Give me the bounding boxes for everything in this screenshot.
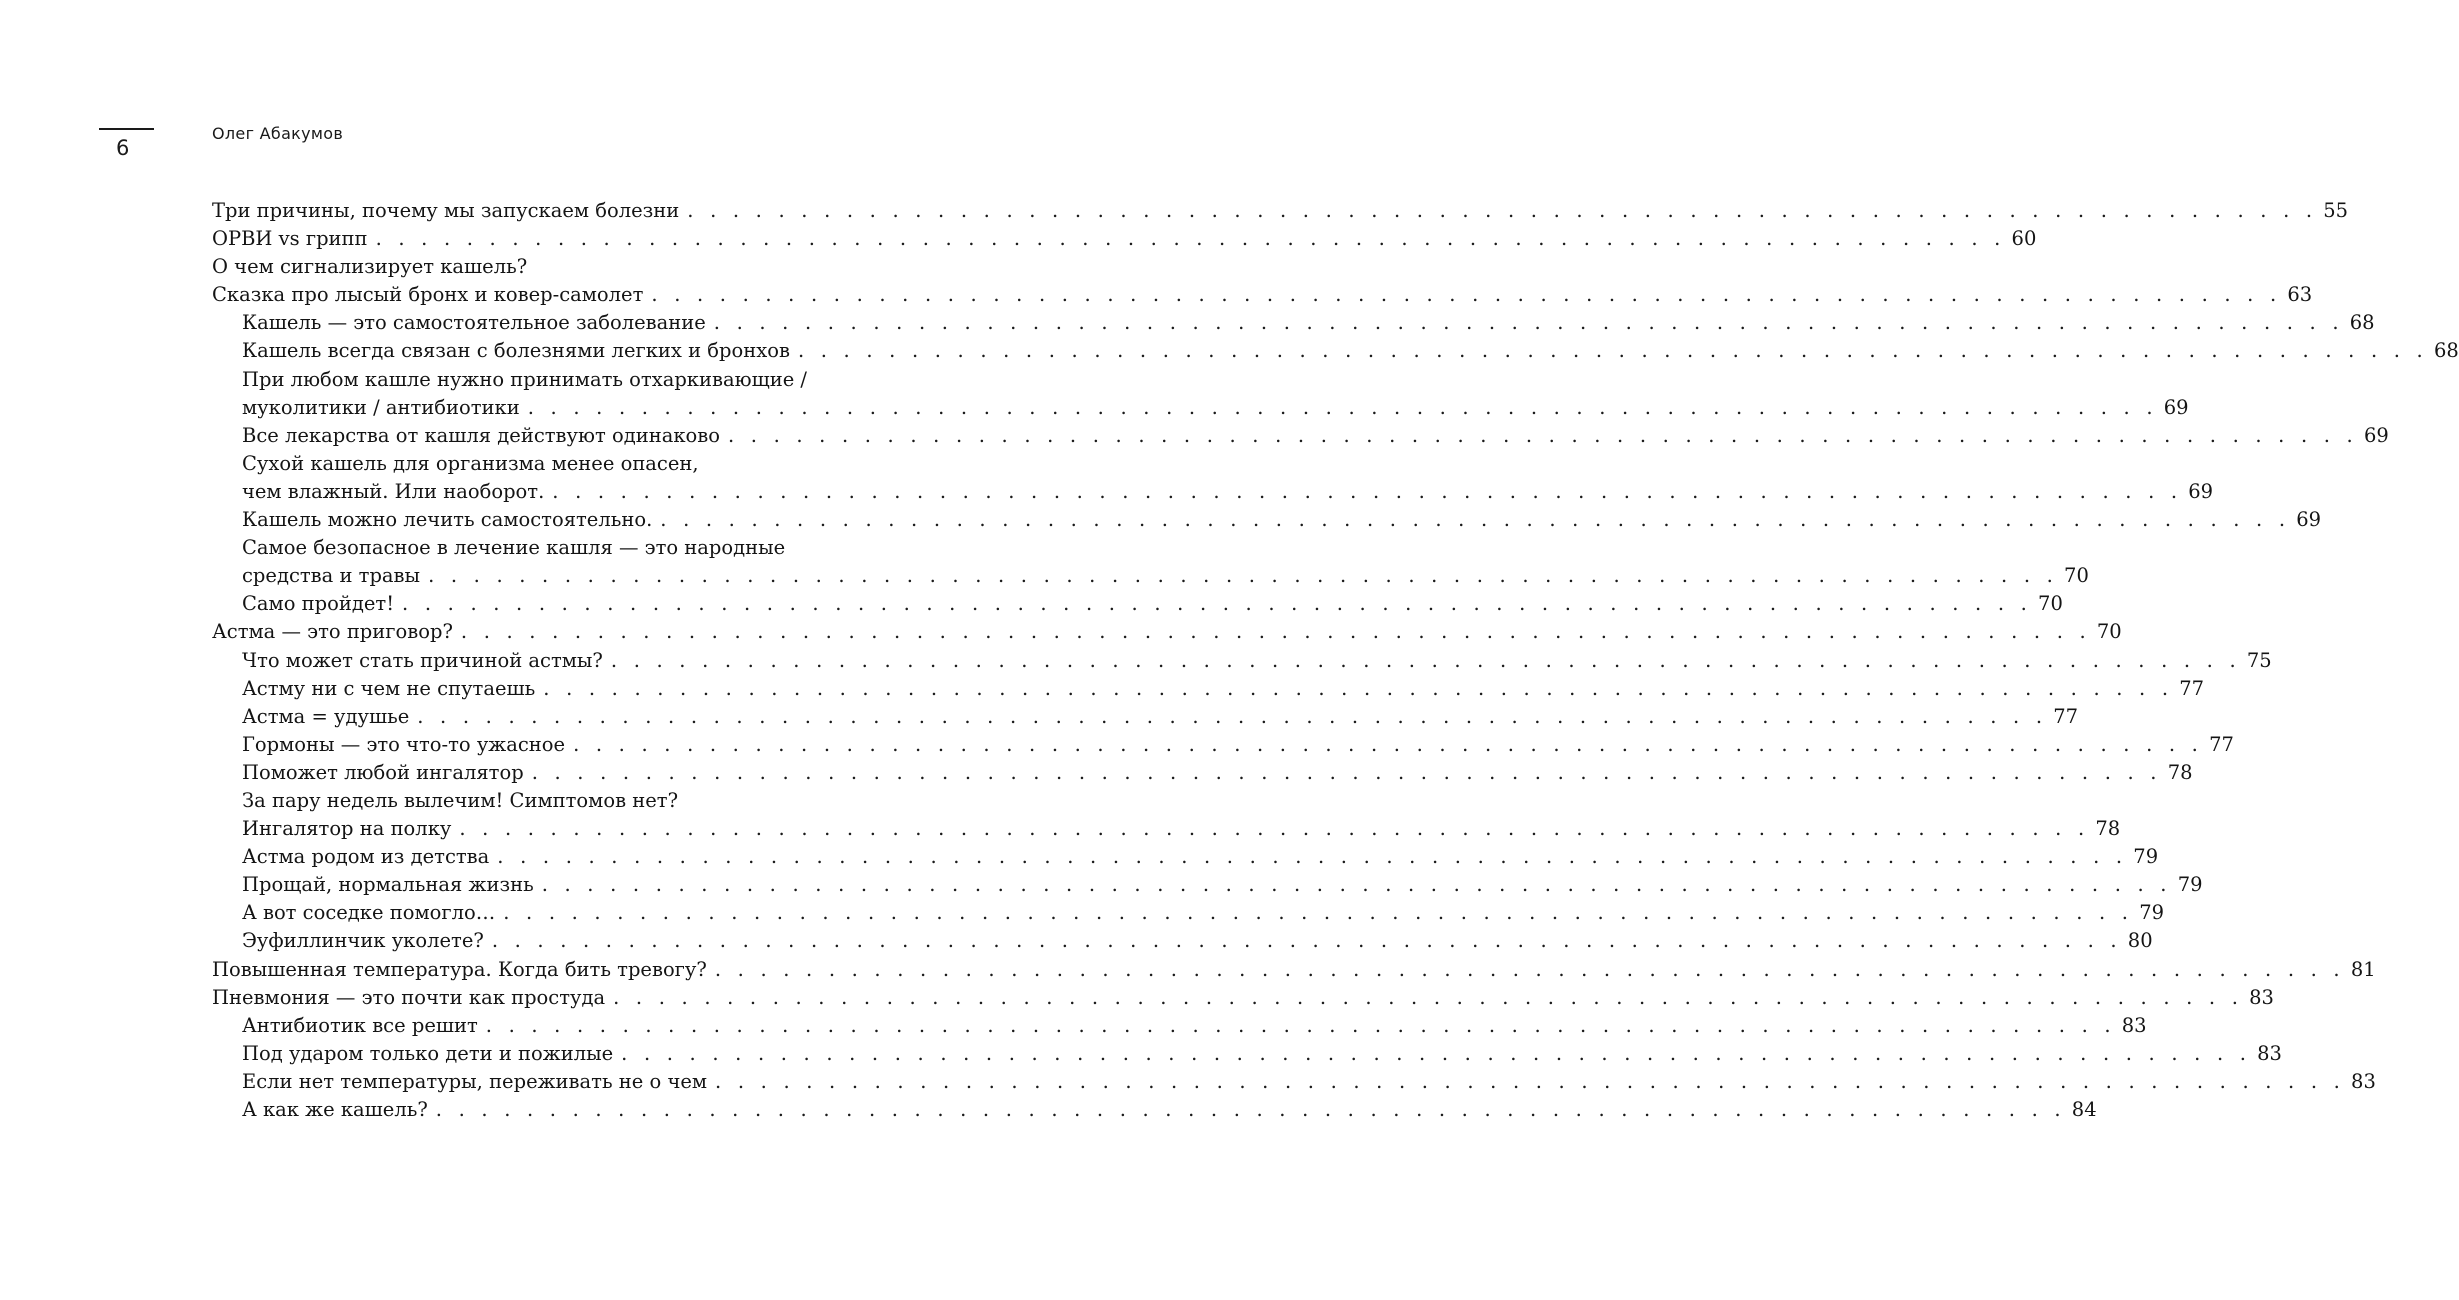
toc-entry-title: муколитики / антибиотики — [242, 395, 520, 419]
toc-dot-leader: . . . . . . . . . . . . . . . . . . . . . . . . . . . . . . . . . . . . . . . . . . . . . . . . . . . . . . . . . . . . . . . . . . . . . . . . — [503, 901, 2134, 925]
toc-dot-leader: . . . . . . . . . . . . . . . . . . . . . . . . . . . . . . . . . . . . . . . . . . . . . . . . . . . . . . . . . . . . . . . . . . . . . . . . — [541, 873, 2172, 897]
toc-entry-page-number: 68 — [2349, 311, 2375, 335]
toc-entry-page-number: 70 — [2096, 620, 2122, 644]
toc-entry-page-number: 55 — [2323, 199, 2349, 222]
toc-entry — [212, 422, 2389, 450]
toc-entry-title: При любом кашле нужно принимать отхаркивающие / — [242, 367, 808, 391]
toc-dot-leader: . . . . . . . . . . . . . . . . . . . . . . . . . . . . . . . . . . . . . . . . . . . . . . . . . . . . . . . . . . . . . . . . . . . . . . . . — [460, 620, 2091, 644]
toc-entry — [212, 843, 2159, 871]
toc-entry-page-number: 69 — [2363, 423, 2389, 447]
toc-entry — [212, 337, 2459, 365]
toc-entry — [212, 197, 2349, 225]
toc-entry — [212, 618, 2122, 646]
running-header-author: Олег Абакумов — [212, 124, 344, 143]
page-number: 6 — [116, 136, 130, 160]
toc-entry-page-number: 68 — [2433, 339, 2459, 363]
toc-entry-page-number: 77 — [2179, 676, 2205, 700]
toc-dot-leader: . . . . . . . . . . . . . . . . . . . . . . . . . . . . . . . . . . . . . . . . . . . . . . . . . . . . . . . . . . . . . . . . . . . . . . . . — [573, 732, 2204, 756]
toc-dot-leader: . . . . . . . . . . . . . . . . . . . . . . . . . . . . . . . . . . . . . . . . . . . . . . . . . . . . . . . . . . . . . . . . . . . . . . . . — [715, 1069, 2346, 1093]
toc-entry-title: Ингалятор на полку — [242, 817, 452, 841]
toc-entry-page-number: 69 — [2296, 508, 2322, 532]
toc-entry-page-number: 84 — [2071, 1098, 2097, 1121]
toc-entry-page-number: 81 — [2350, 957, 2376, 981]
toc-entry-title: Гормоны — это что-то ужасное — [242, 732, 566, 756]
toc-entry-title: Что может стать причиной астмы? — [242, 648, 603, 672]
toc-entry — [212, 366, 862, 394]
toc-dot-leader: . . . . . . . . . . . . . . . . . . . . . . . . . . . . . . . . . . . . . . . . . . . . . . . . . . . . . . . . . . . . . . . . . . . . . . . . — [552, 479, 2183, 503]
toc-entry — [212, 787, 862, 815]
toc-entry-title: чем влажный. Или наоборот. — [242, 479, 545, 503]
toc-dot-leader: . . . . . . . . . . . . . . . . . . . . . . . . . . . . . . . . . . . . . . . . . . . . . . . . . . . . . . . . . . . . . . . . . . . . . . . . — [660, 508, 2291, 532]
toc-entry-title: Повышенная температура. Когда бить тревогу? — [212, 957, 707, 981]
toc-entry-page-number: 60 — [2011, 227, 2037, 251]
toc-dot-leader: . . . . . . . . . . . . . . . . . . . . . . . . . . . . . . . . . . . . . . . . . . . . . . . . . . . . . . . . . . . . . . . . . . . . . . . . — [714, 957, 2345, 981]
toc-dot-leader: . . . . . . . . . . . . . . . . . . . . . . . . . . . . . . . . . . . . . . . . . . . . . . . . . . . . . . . . . . . . . . . . . . . . . . . . — [375, 227, 2006, 251]
toc-entry — [212, 590, 2063, 618]
toc-entry-title: Под ударом только дети и пожилые — [242, 1041, 614, 1065]
toc-entry-title: средства и травы — [242, 564, 421, 588]
toc-entry-page-number: 77 — [2209, 732, 2234, 756]
toc-entry-page-number: 80 — [2127, 929, 2153, 953]
toc-entry — [212, 309, 2375, 337]
toc-dot-leader: . . . . . . . . . . . . . . . . . . . . . . . . . . . . . . . . . . . . . . . . . . . . . . . . . . . . . . . . . . . . . . . . . . . . . . . . — [713, 311, 2344, 335]
toc-entry-title: Самое безопасное в лечение кашля — это народные — [242, 536, 786, 560]
page-number-rule — [99, 128, 154, 130]
toc-entry-title: Поможет любой ингалятор — [242, 760, 524, 784]
toc-entry-title: Астма = удушье — [242, 704, 410, 728]
toc-dot-leader: . . . . . . . . . . . . . . . . . . . . . . . . . . . . . . . . . . . . . . . . . . . . . . . . . . . . . . . . . . . . . . . . . . . . . . . . — [531, 760, 2162, 784]
toc-entry — [212, 984, 2274, 1012]
toc-entry-title: О чем сигнализирует кашель? — [212, 255, 528, 279]
toc-entry-page-number: 75 — [2246, 648, 2272, 672]
toc-dot-leader: . . . . . . . . . . . . . . . . . . . . . . . . . . . . . . . . . . . . . . . . . . . . . . . . . . . . . . . . . . . . . . . . . . . . . . . . — [527, 395, 2158, 419]
toc-entry-page-number: 79 — [2177, 873, 2203, 897]
toc-entry — [212, 899, 2165, 927]
toc-entry-title: Сухой кашель для организма менее опасен, — [242, 451, 699, 475]
toc-entry-title: Кашель можно лечить самостоятельно. — [242, 508, 653, 532]
toc-entry-page-number: 83 — [2249, 985, 2274, 1009]
toc-dot-leader: . . . . . . . . . . . . . . . . . . . . . . . . . . . . . . . . . . . . . . . . . . . . . . . . . . . . . . . . . . . . . . . . . . . . . . . . — [797, 339, 2428, 363]
toc-dot-leader: . . . . . . . . . . . . . . . . . . . . . . . . . . . . . . . . . . . . . . . . . . . . . . . . . . . . . . . . . . . . . . . . . . . . . . . . — [497, 845, 2128, 869]
toc-entry-title: Пневмония — это почти как простуда — [212, 985, 606, 1009]
toc-entry — [212, 1012, 2147, 1040]
toc-entry — [212, 815, 2121, 843]
toc-entry-title: Антибиотик все решит — [242, 1013, 478, 1037]
toc-entry-title: А вот соседке помогло… — [242, 901, 496, 925]
toc-entry-title: Эуфиллинчик уколете? — [242, 929, 484, 953]
toc-entry — [212, 759, 2193, 787]
toc-entry-page-number: 69 — [2188, 479, 2214, 503]
toc-entry-title: ОРВИ vs грипп — [212, 227, 368, 251]
toc-entry — [212, 478, 2214, 506]
toc-entry — [212, 647, 2272, 675]
toc-dot-leader: . . . . . . . . . . . . . . . . . . . . . . . . . . . . . . . . . . . . . . . . . . . . . . . . . . . . . . . . . . . . . . . . . . . . . . . . — [610, 648, 2241, 672]
toc-entry — [212, 562, 2089, 590]
toc-dot-leader: . . . . . . . . . . . . . . . . . . . . . . . . . . . . . . . . . . . . . . . . . . . . . . . . . . . . . . . . . . . . . . . . . . . . . . . . — [417, 704, 2048, 728]
toc-entry-page-number: 69 — [2163, 395, 2189, 419]
toc-entry — [212, 534, 862, 562]
toc-entry-page-number: 78 — [2167, 760, 2193, 784]
toc-entry — [212, 394, 2189, 422]
toc-dot-leader: . . . . . . . . . . . . . . . . . . . . . . . . . . . . . . . . . . . . . . . . . . . . . . . . . . . . . . . . . . . . . . . . . . . . . . . . — [651, 283, 2282, 307]
toc-entry-page-number: 70 — [2064, 564, 2089, 588]
toc-entry-title: Прощай, нормальная жизнь — [242, 873, 534, 897]
toc-entry-page-number: 83 — [2257, 1041, 2282, 1065]
toc-entry — [212, 1068, 2376, 1096]
table-of-contents — [212, 197, 2459, 1124]
toc-dot-leader: . . . . . . . . . . . . . . . . . . . . . . . . . . . . . . . . . . . . . . . . . . . . . . . . . . . . . . . . . . . . . . . . . . . . . . . . — [402, 592, 2033, 616]
toc-entry-page-number: 77 — [2053, 704, 2079, 728]
toc-dot-leader: . . . . . . . . . . . . . . . . . . . . . . . . . . . . . . . . . . . . . . . . . . . . . . . . . . . . . . . . . . . . . . . . . . . . . . . . — [459, 817, 2090, 841]
toc-entry-title: За пару недель вылечим! Симптомов нет? — [242, 788, 679, 812]
toc-entry — [212, 281, 2313, 309]
toc-dot-leader: . . . . . . . . . . . . . . . . . . . . . . . . . . . . . . . . . . . . . . . . . . . . . . . . . . . . . . . . . . . . . . . . . . . . . . . . — [485, 1013, 2116, 1037]
toc-dot-leader: . . . . . . . . . . . . . . . . . . . . . . . . . . . . . . . . . . . . . . . . . . . . . . . . . . . . . . . . . . . . . . . . . . . . . . . . — [727, 423, 2358, 447]
toc-dot-leader: . . . . . . . . . . . . . . . . . . . . . . . . . . . . . . . . . . . . . . . . . . . . . . . . . . . . . . . . . . . . . . . . . . . . . . . . — [491, 929, 2122, 953]
toc-entry — [212, 450, 862, 478]
toc-entry-title: Сказка про лысый бронх и ковер-самолет — [212, 283, 644, 307]
toc-entry-page-number: 79 — [2139, 901, 2165, 925]
toc-entry — [212, 731, 2234, 759]
toc-entry-title: Если нет температуры, переживать не о чем — [242, 1069, 708, 1093]
toc-entry — [212, 1096, 2097, 1124]
toc-entry — [212, 871, 2203, 899]
toc-entry-title: Три причины, почему мы запускаем болезни — [212, 199, 680, 222]
toc-entry — [212, 253, 862, 281]
toc-dot-leader: . . . . . . . . . . . . . . . . . . . . . . . . . . . . . . . . . . . . . . . . . . . . . . . . . . . . . . . . . . . . . . . . . . . . . . . . — [428, 564, 2059, 588]
toc-dot-leader: . . . . . . . . . . . . . . . . . . . . . . . . . . . . . . . . . . . . . . . . . . . . . . . . . . . . . . . . . . . . . . . . . . . . . . . . — [621, 1041, 2252, 1065]
toc-entry-page-number: 70 — [2038, 592, 2063, 616]
toc-entry — [212, 675, 2205, 703]
toc-entry-page-number: 83 — [2121, 1013, 2147, 1037]
toc-entry-page-number: 63 — [2287, 283, 2313, 307]
toc-entry-page-number: 79 — [2133, 845, 2159, 869]
toc-entry — [212, 506, 2322, 534]
toc-entry-title: Все лекарства от кашля действуют одинаково — [242, 423, 720, 447]
toc-dot-leader: . . . . . . . . . . . . . . . . . . . . . . . . . . . . . . . . . . . . . . . . . . . . . . . . . . . . . . . . . . . . . . . . . . . . . . . . — [613, 985, 2244, 1009]
toc-entry — [212, 927, 2153, 955]
toc-entry — [212, 956, 2376, 984]
toc-entry-title: Кашель — это самостоятельное заболевание — [242, 311, 706, 335]
toc-dot-leader: . . . . . . . . . . . . . . . . . . . . . . . . . . . . . . . . . . . . . . . . . . . . . . . . . . . . . . . . . . . . . . . . . . . . . . . . — [435, 1098, 2066, 1121]
toc-entry — [212, 703, 2079, 731]
toc-entry-title: Кашель всегда связан с болезнями легких и бронхов — [242, 339, 790, 363]
toc-entry — [212, 1040, 2282, 1068]
toc-entry — [212, 225, 2037, 253]
toc-dot-leader: . . . . . . . . . . . . . . . . . . . . . . . . . . . . . . . . . . . . . . . . . . . . . . . . . . . . . . . . . . . . . . . . . . . . . . . . — [687, 199, 2318, 222]
toc-entry-title: Астма родом из детства — [242, 845, 490, 869]
toc-entry-title: А как же кашель? — [242, 1098, 428, 1121]
toc-entry-title: Астма — это приговор? — [212, 620, 453, 644]
toc-entry-page-number: 78 — [2095, 817, 2121, 841]
toc-entry-title: Само пройдет! — [242, 592, 395, 616]
toc-dot-leader: . . . . . . . . . . . . . . . . . . . . . . . . . . . . . . . . . . . . . . . . . . . . . . . . . . . . . . . . . . . . . . . . . . . . . . . . — [543, 676, 2174, 700]
toc-entry-page-number: 83 — [2351, 1069, 2376, 1093]
toc-entry-title: Астму ни с чем не спутаешь — [242, 676, 536, 700]
